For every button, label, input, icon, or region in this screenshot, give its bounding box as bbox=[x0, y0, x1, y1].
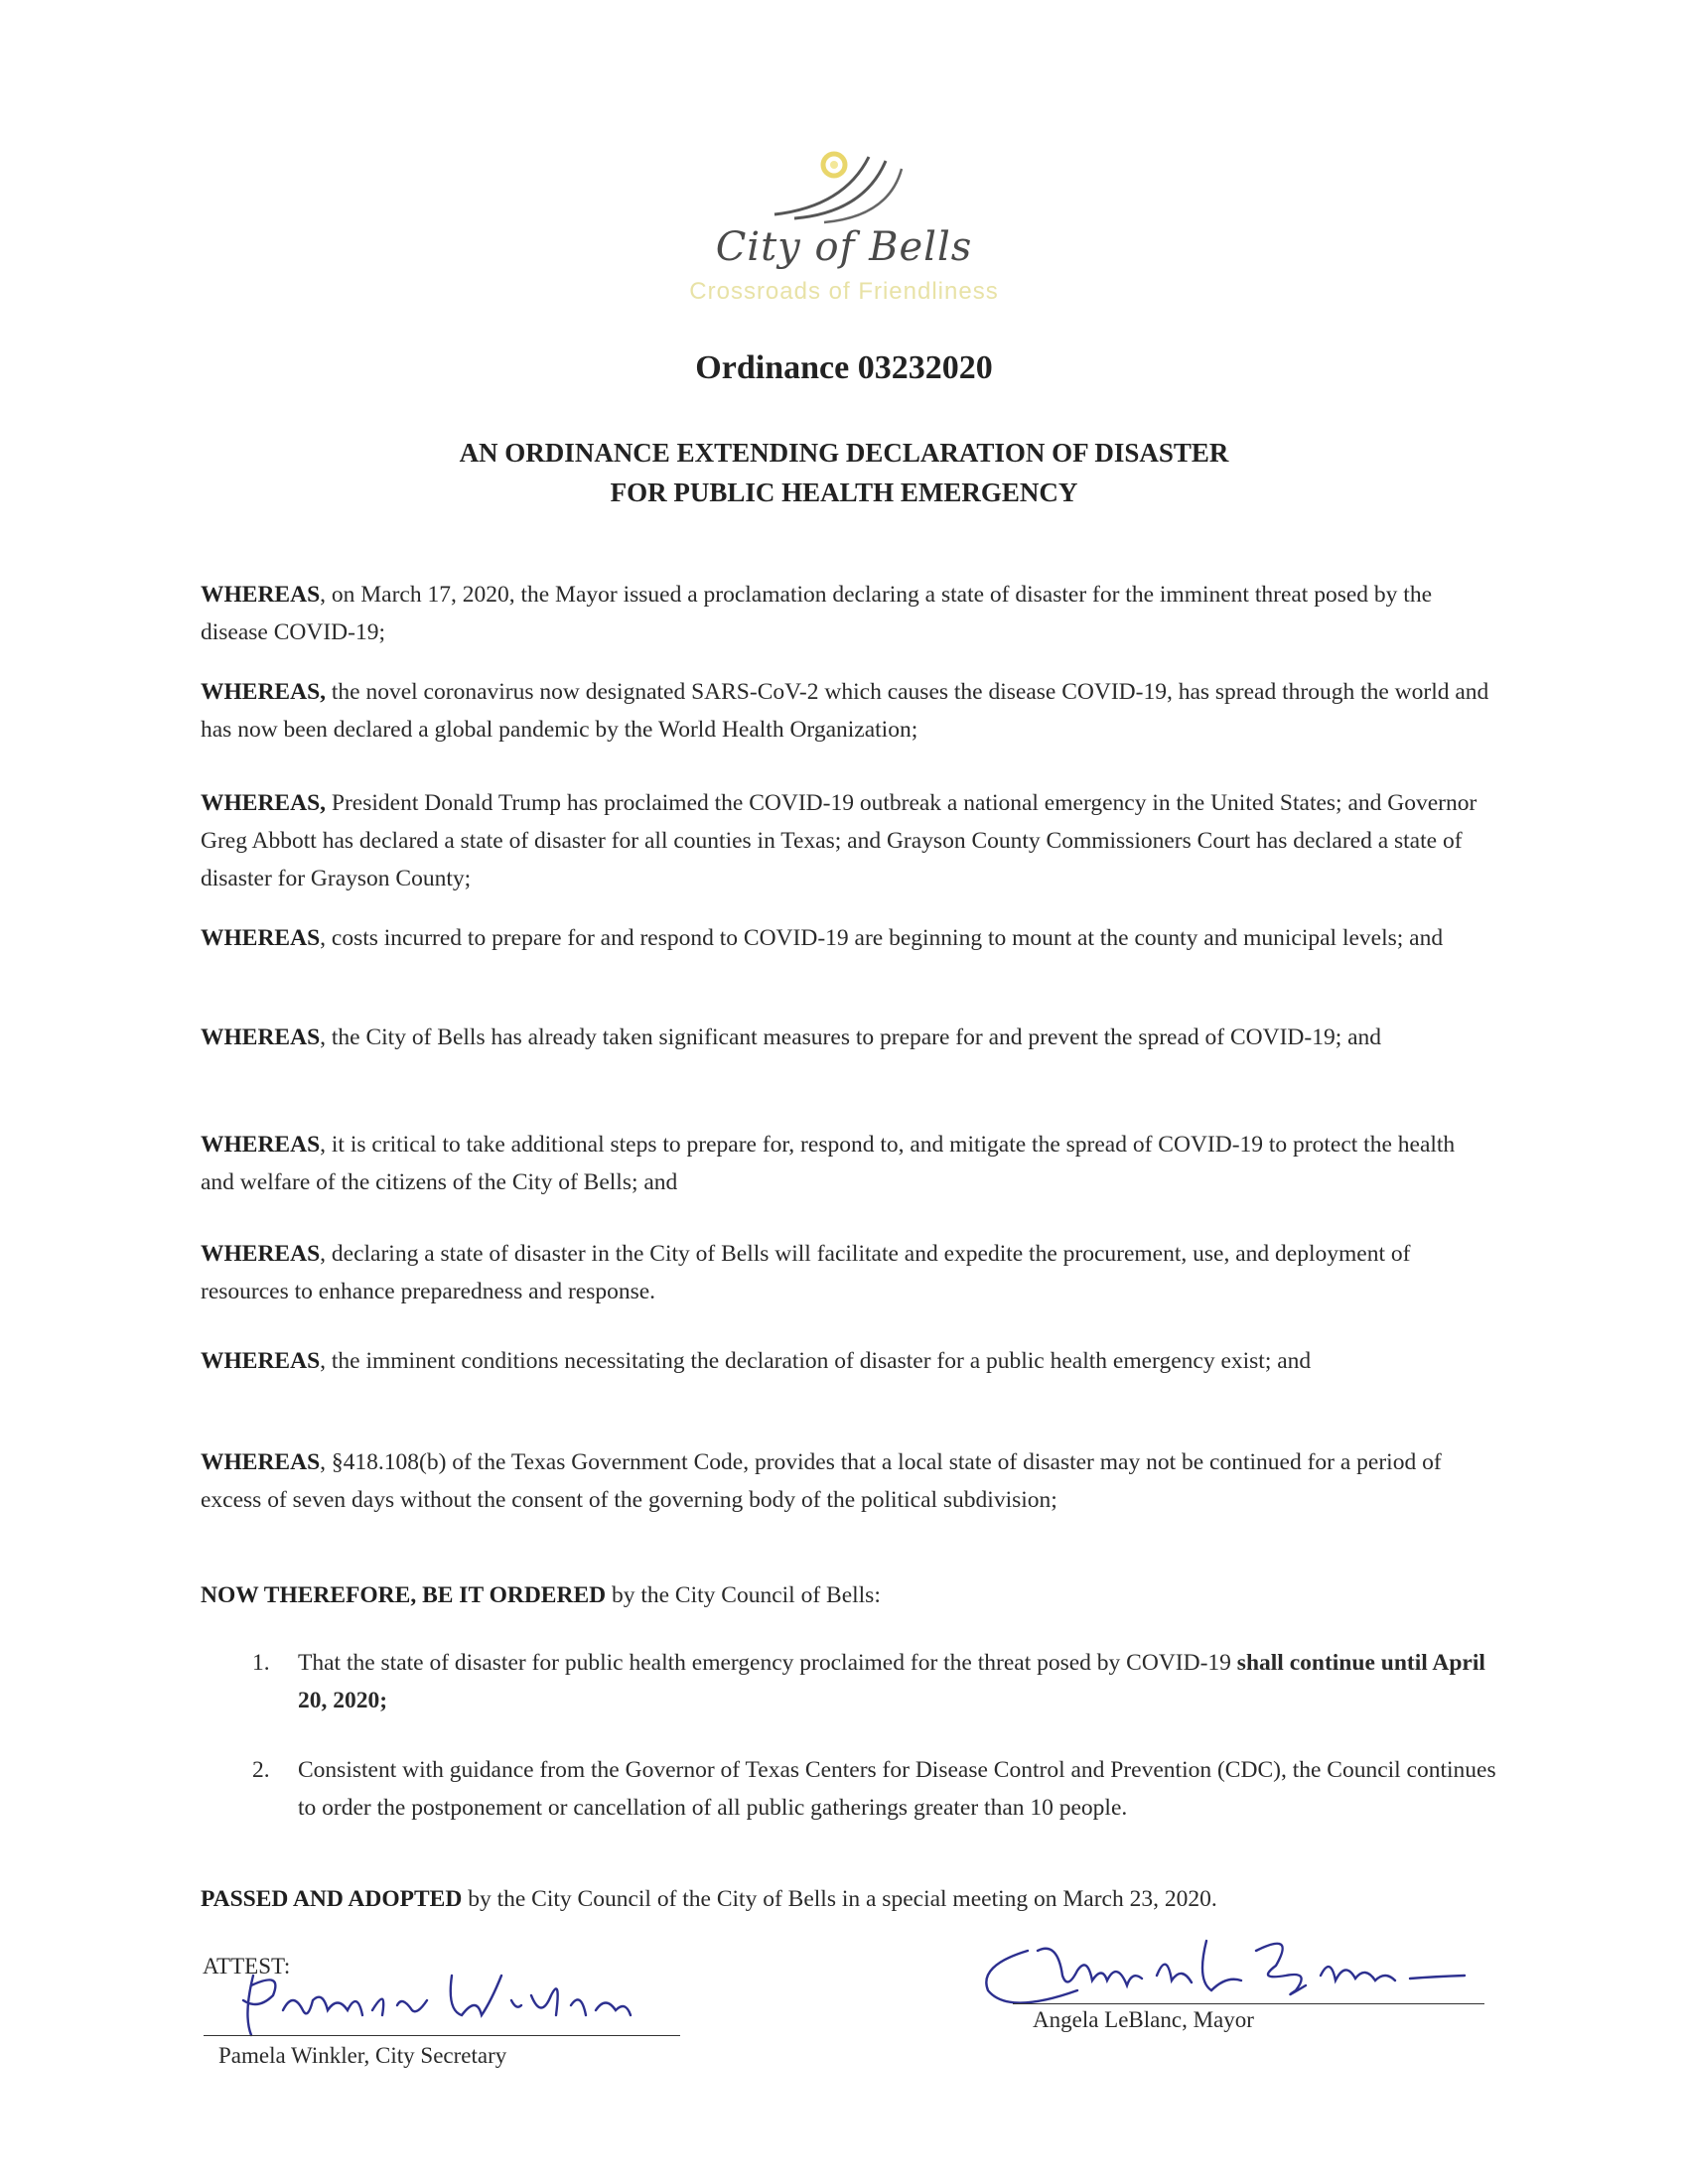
whereas-text: the novel coronavirus now designated SARS-CoV-2 which causes the disease COVID-19, has spread through the world and has now been declared a global pandemic by the World Health Organization; bbox=[201, 679, 1489, 743]
whereas-text: , on March 17, 2020, the Mayor issued a proclamation declaring a state of disaster for the imminent threat posed by the disease COVID-19; bbox=[201, 582, 1432, 645]
order-clause bbox=[201, 1576, 1491, 1614]
whereas-text: , the imminent conditions necessitating the declaration of disaster for a public health emergency exist; and bbox=[320, 1348, 1312, 1374]
secretary-caption: Pamela Winkler, City Secretary bbox=[218, 2043, 507, 2068]
item-number: 1. bbox=[252, 1650, 270, 1676]
whereas-lead: WHEREAS bbox=[201, 582, 321, 608]
whereas-lead: WHEREAS bbox=[201, 1132, 321, 1158]
whereas-clause bbox=[201, 919, 1491, 957]
whereas-lead: WHEREAS, bbox=[201, 790, 327, 816]
whereas-text: , declaring a state of disaster in the City of Bells will facilitate and expedite the procurement, use, and deployment of resources to enhance preparedness and response. bbox=[201, 1241, 1411, 1304]
order-text: by the City Council of Bells: bbox=[606, 1582, 881, 1608]
whereas-clause bbox=[201, 784, 1491, 897]
ordinance-subtitle bbox=[0, 433, 1688, 512]
passed-text: by the City Council of the City of Bells in a special meeting on March 23, 2020. bbox=[462, 1886, 1217, 1912]
whereas-text: President Donald Trump has proclaimed the COVID-19 outbreak a national emergency in the United States; and Governor Greg Abbott has declared a state of disaster for all counties in Texas; and Grayson County Commissioners Court has declared a state of disaster for Grayson County; bbox=[201, 790, 1477, 891]
ordinance-title: Ordinance 03232020 bbox=[695, 349, 993, 386]
logo-name: City of Bells bbox=[715, 224, 973, 270]
item-bold-text: shall continue until April 20, 2020; bbox=[298, 1650, 1485, 1713]
logo-road-sun-icon bbox=[765, 147, 923, 226]
whereas-clause bbox=[201, 673, 1491, 749]
subtitle-line: AN ORDINANCE EXTENDING DECLARATION OF DISASTER bbox=[459, 438, 1229, 468]
mayor-signature-line bbox=[1013, 2003, 1484, 2004]
whereas-clause bbox=[201, 1235, 1491, 1310]
mayor-signature bbox=[968, 1921, 1504, 2020]
whereas-lead: WHEREAS bbox=[201, 1024, 321, 1050]
mayor-caption: Angela LeBlanc, Mayor bbox=[1033, 2007, 1254, 2032]
whereas-clause bbox=[201, 1126, 1491, 1201]
city-logo bbox=[645, 147, 1043, 316]
item-text: Consistent with guidance from the Governor of Texas Centers for Disease Control and Prevention (CDC), the Council continues to order the postponement or cancellation of all public gatherings greater than 10 people. bbox=[298, 1757, 1496, 1821]
secretary-signature-line bbox=[204, 2035, 680, 2036]
item-number: 2. bbox=[252, 1757, 270, 1783]
passed-lead: PASSED AND ADOPTED bbox=[201, 1886, 463, 1912]
whereas-lead: WHEREAS bbox=[201, 1449, 321, 1475]
passed-clause bbox=[201, 1880, 1531, 1918]
whereas-clause bbox=[201, 1342, 1491, 1380]
order-lead: NOW THEREFORE, BE IT ORDERED bbox=[201, 1582, 607, 1608]
ordered-item bbox=[252, 1751, 1499, 1827]
whereas-clause bbox=[201, 1443, 1491, 1519]
logo-tagline: Crossroads of Friendliness bbox=[689, 278, 999, 305]
whereas-text: , §418.108(b) of the Texas Government Code, provides that a local state of disaster may not be continued for a period of excess of seven days without the consent of the governing body of the political subdivision; bbox=[201, 1449, 1442, 1513]
whereas-text: , costs incurred to prepare for and respond to COVID-19 are beginning to mount at the county and municipal levels; and bbox=[320, 925, 1444, 951]
subtitle-line: FOR PUBLIC HEALTH EMERGENCY bbox=[610, 478, 1078, 507]
whereas-lead: WHEREAS bbox=[201, 925, 321, 951]
whereas-lead: WHEREAS, bbox=[201, 679, 327, 705]
whereas-text: , it is critical to take additional steps to prepare for, respond to, and mitigate the spread of COVID-19 to protect the health and welfare of the citizens of the City of Bells; and bbox=[201, 1132, 1456, 1195]
whereas-text: , the City of Bells has already taken significant measures to prepare for and prevent the spread of COVID-19; and bbox=[320, 1024, 1382, 1050]
whereas-lead: WHEREAS bbox=[201, 1348, 321, 1374]
secretary-signature bbox=[213, 1956, 690, 2045]
attest-label: ATTEST: bbox=[203, 1954, 291, 1979]
whereas-clause bbox=[201, 1019, 1491, 1056]
whereas-clause bbox=[201, 576, 1491, 651]
whereas-lead: WHEREAS bbox=[201, 1241, 321, 1267]
item-text: That the state of disaster for public health emergency proclaimed for the threat posed by COVID-19 bbox=[298, 1650, 1237, 1676]
ordered-item bbox=[252, 1644, 1499, 1719]
